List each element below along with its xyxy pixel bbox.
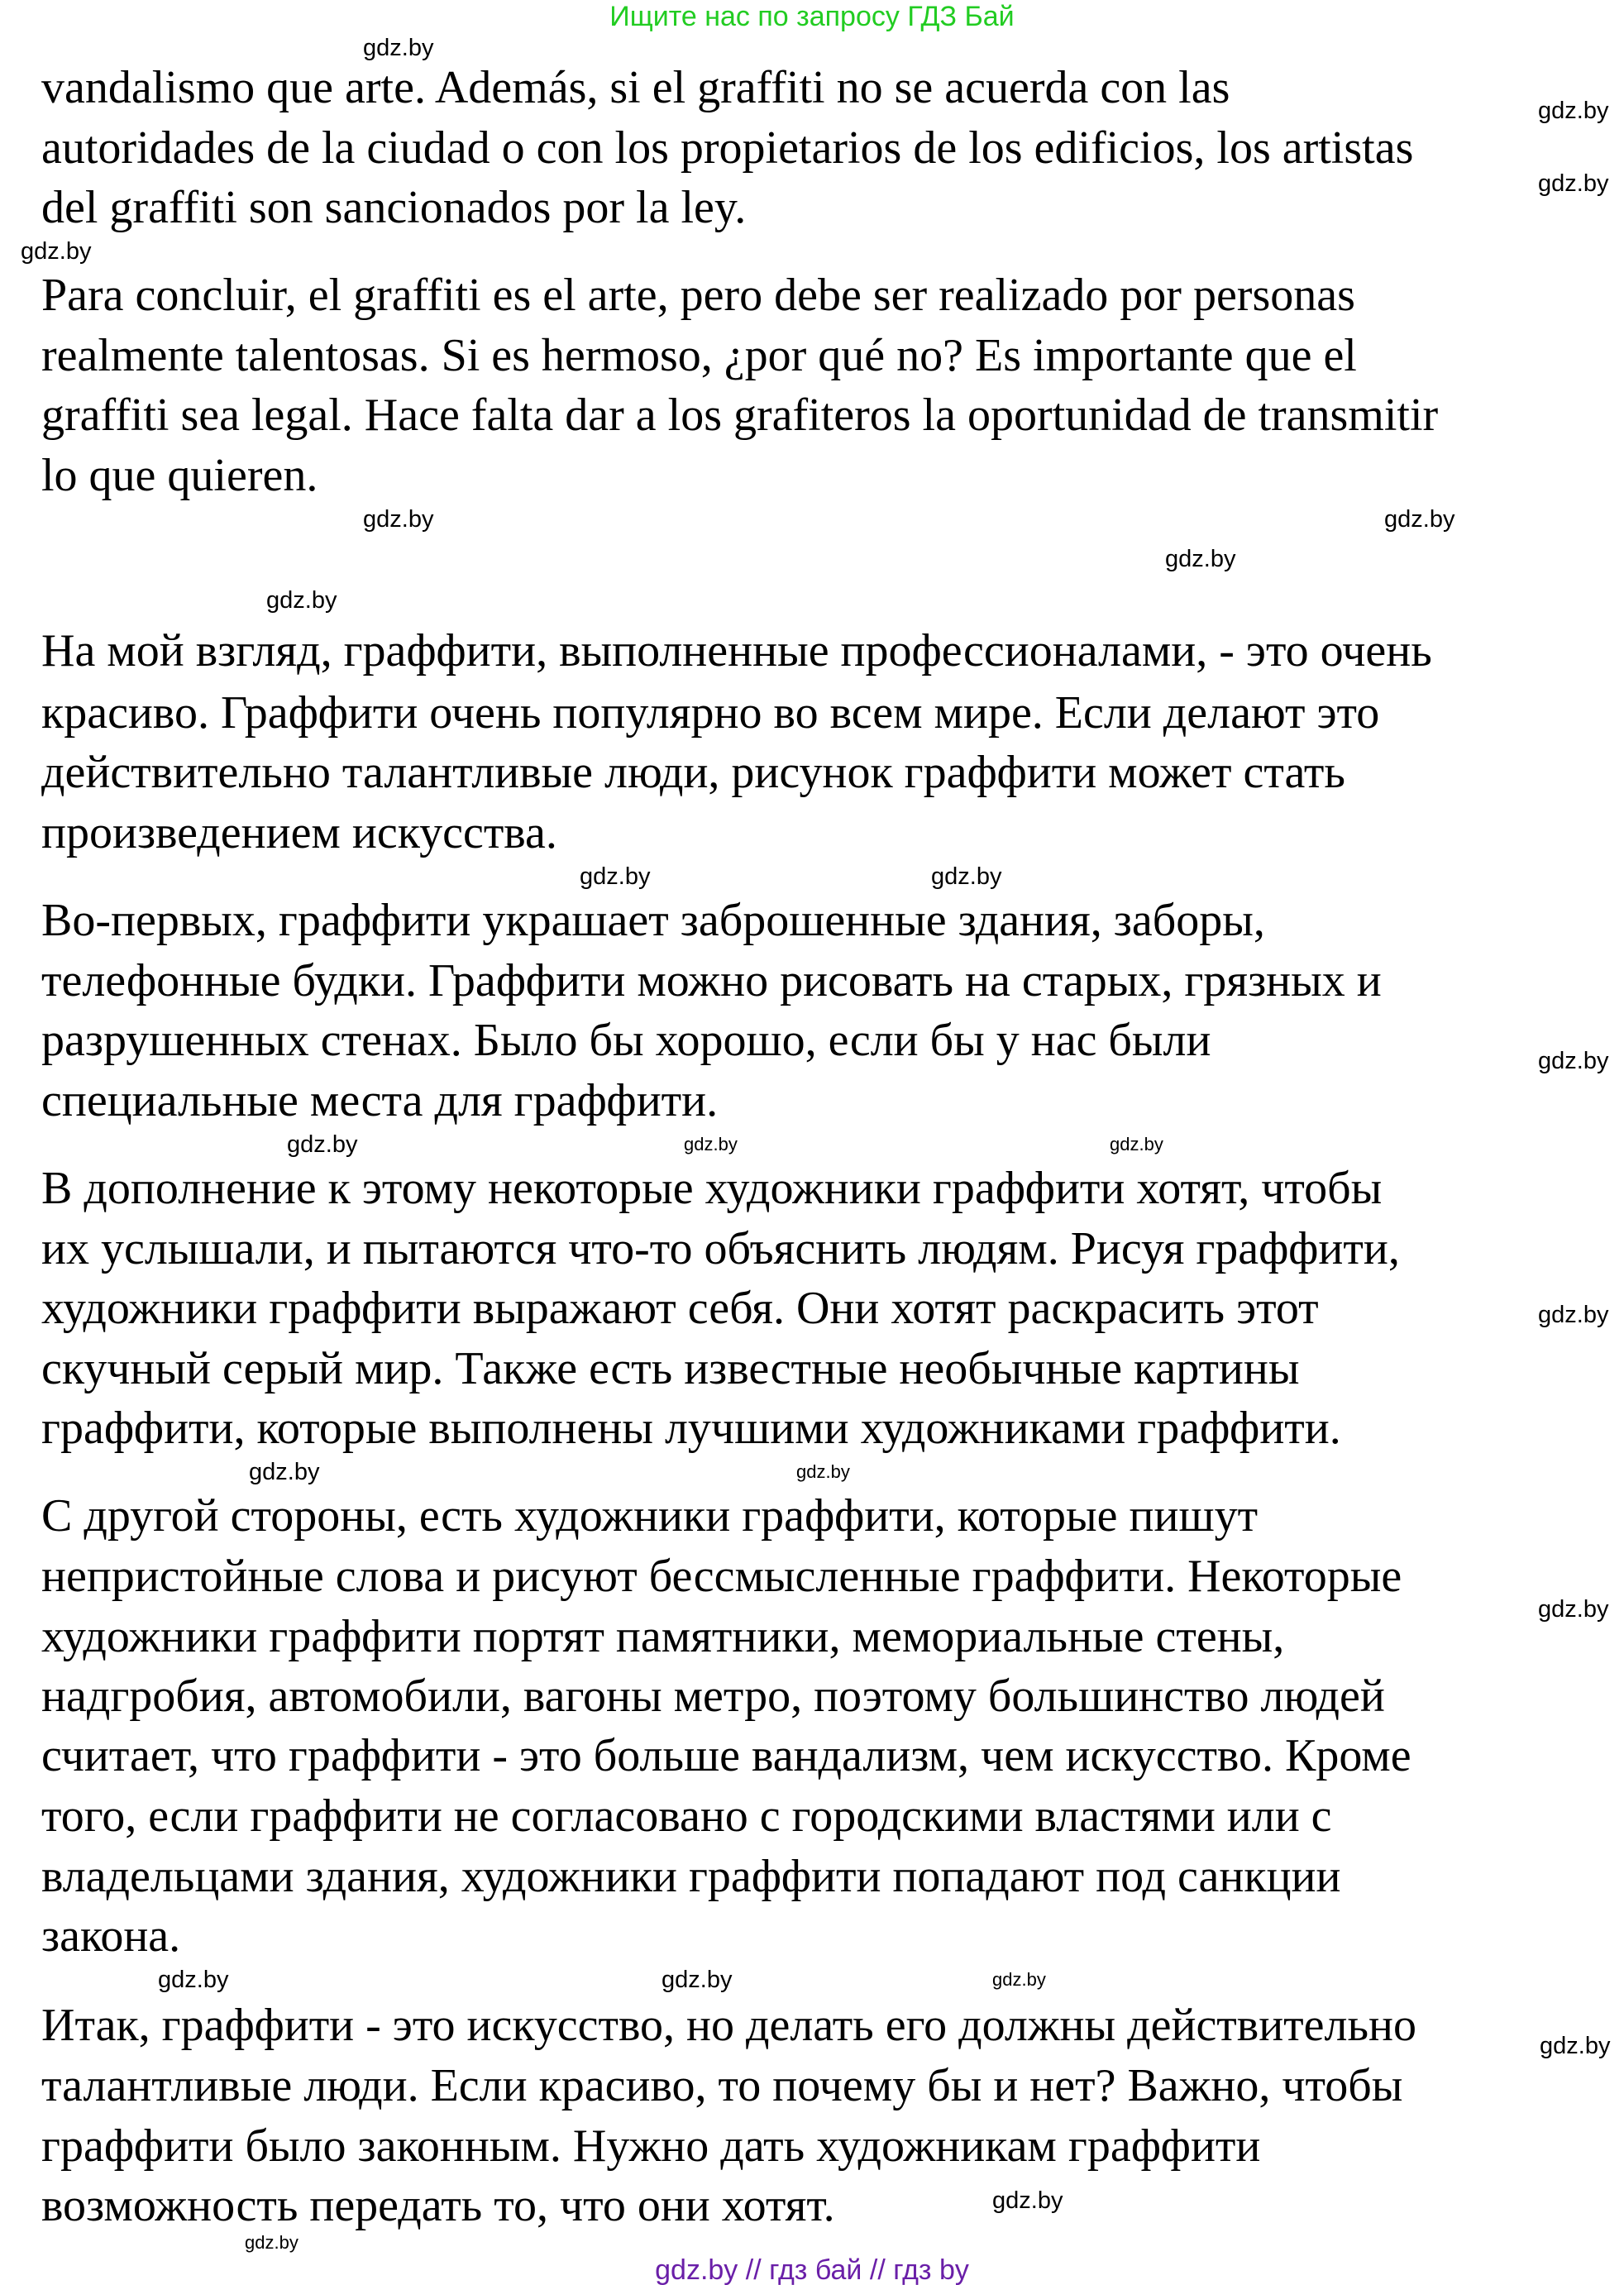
paragraph-7-line: возможность передать то, что они хотят.: [41, 2180, 835, 2231]
paragraph-3-line: На мой взгляд, граффити, выполненные профессионалами, - это очень: [41, 625, 1432, 676]
paragraph-5-line: художники граффити выражают себя. Они хотят раскрасить этот: [41, 1283, 1319, 1334]
watermark-text: gdz.by: [1538, 98, 1609, 124]
watermark-text: gdz.by: [266, 587, 337, 614]
paragraph-6-line: владельцами здания, художники граффити попадают под санкции: [41, 1851, 1341, 1902]
paragraph-5-line: граффити, которые выполнены лучшими художниками граффити.: [41, 1403, 1341, 1454]
watermark-text: gdz.by: [1538, 170, 1609, 197]
watermark-text: gdz.by: [363, 35, 434, 61]
paragraph-2-line: realmente talentosas. Si es hermoso, ¿por qué no? Es importante que el: [41, 330, 1357, 381]
paragraph-2-line: lo que quieren.: [41, 450, 318, 501]
watermark-text: gdz.by: [245, 2232, 299, 2253]
paragraph-6-line: того, если граффити не согласовано с городскими властями или с: [41, 1790, 1332, 1842]
paragraph-6-line: надгробия, автомобили, вагоны метро, поэтому большинство людей: [41, 1671, 1385, 1722]
paragraph-4-line: разрушенных стенах. Было бы хорошо, если бы у нас были: [41, 1015, 1211, 1066]
paragraph-6-line: С другой стороны, есть художники граффити, которые пишут: [41, 1490, 1259, 1542]
paragraph-1-line: vandalismo que arte. Además, si el graffiti no se acuerda con las: [41, 62, 1230, 113]
paragraph-7-line: граффити было законным. Нужно дать художникам граффити: [41, 2120, 1261, 2172]
paragraph-5-line: скучный серый мир. Также есть известные необычные картины: [41, 1343, 1300, 1394]
watermark-text: gdz.by: [1165, 546, 1236, 572]
watermark-text: gdz.by: [796, 1461, 850, 1482]
paragraph-4-line: телефонные будки. Граффити можно рисовать на старых, грязных и: [41, 955, 1382, 1006]
watermark-text: gdz.by: [363, 506, 434, 533]
watermark-text: gdz.by: [1540, 2033, 1611, 2059]
watermark-text: gdz.by: [1538, 1048, 1609, 1074]
paragraph-6-line: закона.: [41, 1910, 181, 1962]
watermark-text: gdz.by: [1384, 506, 1455, 533]
watermark-text: gdz.by: [21, 238, 92, 265]
watermark-text: gdz.by: [249, 1459, 320, 1485]
paragraph-4-line: Во-первых, граффити украшает заброшенные здания, заборы,: [41, 895, 1265, 946]
watermark-text: gdz.by: [158, 1967, 229, 1993]
paragraph-6-line: художники граффити портят памятники, мемориальные стены,: [41, 1611, 1285, 1662]
paragraph-6-line: непристойные слова и рисуют бессмысленные граффити. Некоторые: [41, 1551, 1402, 1602]
paragraph-1-line: autoridades de la ciudad o con los propietarios de los edificios, los artistas: [41, 122, 1414, 174]
watermark-text: gdz.by: [931, 863, 1002, 890]
watermark-text: gdz.by: [287, 1131, 358, 1158]
footer-links[interactable]: gdz.by // гдз бай // гдз by: [655, 2254, 969, 2285]
paragraph-1-line: del graffiti son sancionados por la ley.: [41, 182, 747, 233]
watermark-text: gdz.by: [580, 863, 651, 890]
watermark-text: gdz.by: [1538, 1302, 1609, 1328]
watermark-text: gdz.by: [992, 2187, 1063, 2214]
paragraph-2-line: graffiti sea legal. Hace falta dar a los grafiteros la oportunidad de transmitir: [41, 390, 1439, 441]
paragraph-3-line: действительно талантливые люди, рисунок граффити может стать: [41, 747, 1345, 798]
paragraph-3-line: красиво. Граффити очень популярно во всем мире. Если делают это: [41, 687, 1380, 739]
paragraph-2-line: Para concluir, el graffiti es el arte, pero debe ser realizado por personas: [41, 270, 1355, 321]
paragraph-3-line: произведением искусства.: [41, 807, 557, 858]
paragraph-5-line: их услышали, и пытаются что-то объяснить людям. Рисуя граффити,: [41, 1223, 1400, 1274]
paragraph-7-line: Итак, граффити - это искусство, но делать его должны действительно: [41, 2000, 1416, 2051]
paragraph-7-line: талантливые люди. Если красиво, то почему бы и нет? Важно, чтобы: [41, 2060, 1403, 2111]
paragraph-6-line: считает, что граффити - это больше вандализм, чем искусство. Кроме: [41, 1730, 1411, 1781]
watermark-text: gdz.by: [1538, 1596, 1609, 1623]
watermark-text: gdz.by: [992, 1969, 1046, 1990]
paragraph-4-line: специальные места для граффити.: [41, 1075, 719, 1126]
watermark-text: gdz.by: [1110, 1134, 1163, 1154]
paragraph-5-line: В дополнение к этому некоторые художники граффити хотят, чтобы: [41, 1163, 1383, 1214]
header-banner: Ищите нас по запросу ГДЗ Бай: [609, 1, 1015, 32]
watermark-text: gdz.by: [684, 1134, 738, 1154]
watermark-text: gdz.by: [662, 1967, 733, 1993]
